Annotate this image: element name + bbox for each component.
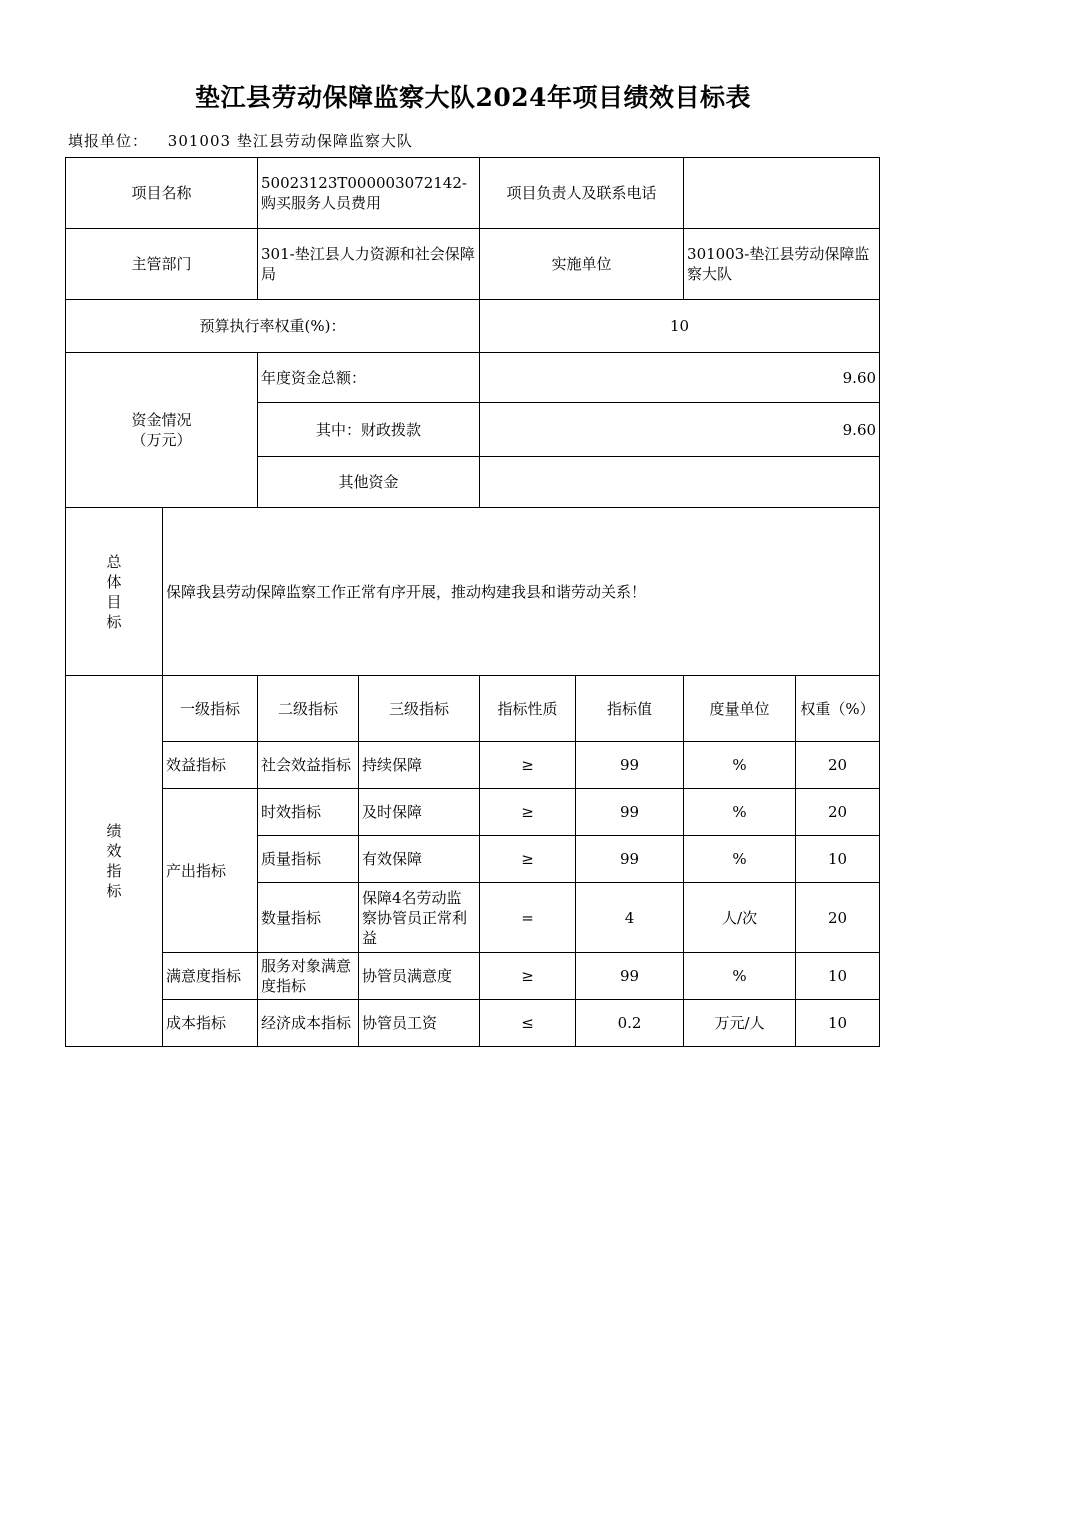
weight-cell: 20 xyxy=(796,789,880,836)
nature-cell: ≥ xyxy=(480,742,576,789)
unit-cell: % xyxy=(684,953,796,1000)
unit-cell: 万元/人 xyxy=(684,1000,796,1047)
header-level1: 一级指标 xyxy=(163,676,258,742)
header-unit: 度量单位 xyxy=(684,676,796,742)
level3-cell: 有效保障 xyxy=(359,836,480,883)
project-leader-value xyxy=(684,158,880,229)
performance-target-table xyxy=(65,157,880,1047)
table-row xyxy=(66,953,880,1000)
table-row xyxy=(66,1000,880,1047)
funds-label-line1: 资金情况 xyxy=(131,411,192,429)
weight-cell: 20 xyxy=(796,883,880,953)
header-weight: 权重（%） xyxy=(796,676,880,742)
overall-goal-char: 标 xyxy=(106,612,122,631)
unit-cell: 人/次 xyxy=(684,883,796,953)
weight-cell: 10 xyxy=(796,836,880,883)
unit-cell: % xyxy=(684,742,796,789)
header-value: 指标值 xyxy=(576,676,684,742)
project-name-label: 项目名称 xyxy=(66,158,258,229)
fill-unit-value: 301003 垫江县劳动保障监察大队 xyxy=(167,132,413,150)
funds-fiscal-label: 其中：财政拨款 xyxy=(258,403,480,457)
overall-goal-char: 总 xyxy=(106,552,122,571)
level3-cell: 协管员工资 xyxy=(359,1000,480,1047)
value-cell: 99 xyxy=(576,836,684,883)
performance-label-char: 标 xyxy=(106,882,122,900)
level3-cell: 持续保障 xyxy=(359,742,480,789)
fill-unit-label: 填报单位： xyxy=(68,132,149,150)
value-cell: 0.2 xyxy=(576,1000,684,1047)
level2-cell: 经济成本指标 xyxy=(258,1000,359,1047)
nature-cell: = xyxy=(480,883,576,953)
level2-cell: 数量指标 xyxy=(258,883,359,953)
funds-label xyxy=(66,353,258,508)
overall-goal-label xyxy=(66,508,163,676)
funds-fiscal-value: 9.60 xyxy=(480,403,880,457)
header-level3: 三级指标 xyxy=(359,676,480,742)
nature-cell: ≥ xyxy=(480,953,576,1000)
nature-cell: ≥ xyxy=(480,836,576,883)
table-row xyxy=(66,742,880,789)
nature-cell: ≥ xyxy=(480,789,576,836)
weight-cell: 20 xyxy=(796,742,880,789)
page-title: 垫江县劳动保障监察大队2024年项目绩效目标表 xyxy=(194,83,752,112)
budget-rate-value: 10 xyxy=(480,300,880,353)
level2-cell: 社会效益指标 xyxy=(258,742,359,789)
performance-label-char: 指 xyxy=(106,862,122,880)
supervising-dept-value: 301-垫江县人力资源和社会保障局 xyxy=(258,229,480,300)
value-cell: 99 xyxy=(576,742,684,789)
unit-cell: % xyxy=(684,789,796,836)
budget-rate-label: 预算执行率权重(%)： xyxy=(66,300,480,353)
funds-other-label: 其他资金 xyxy=(258,457,480,508)
implementing-unit-value: 301003-垫江县劳动保障监察大队 xyxy=(684,229,880,300)
overall-goal-char: 体 xyxy=(106,572,122,591)
weight-cell: 10 xyxy=(796,1000,880,1047)
group-output: 产出指标 xyxy=(163,789,258,953)
fill-unit-line xyxy=(68,130,413,151)
group-satisfaction: 满意度指标 xyxy=(163,953,258,1000)
nature-cell: ≤ xyxy=(480,1000,576,1047)
performance-label-char: 效 xyxy=(106,842,122,860)
level3-cell: 及时保障 xyxy=(359,789,480,836)
group-cost: 成本指标 xyxy=(163,1000,258,1047)
value-cell: 99 xyxy=(576,789,684,836)
table-row xyxy=(66,789,880,836)
funds-other-value xyxy=(480,457,880,508)
level2-cell: 服务对象满意度指标 xyxy=(258,953,359,1000)
unit-cell: % xyxy=(684,836,796,883)
level3-cell: 保障4名劳动监察协管员正常利益 xyxy=(359,883,480,953)
funds-label-line2: （万元） xyxy=(131,431,192,449)
performance-label xyxy=(66,676,163,1047)
overall-goal-char: 目 xyxy=(106,592,122,611)
header-level2: 二级指标 xyxy=(258,676,359,742)
level3-cell: 协管员满意度 xyxy=(359,953,480,1000)
header-nature: 指标性质 xyxy=(480,676,576,742)
overall-goal-text: 保障我县劳动保障监察工作正常有序开展，推动构建我县和谐劳动关系！ xyxy=(163,508,880,676)
funds-total-label: 年度资金总额： xyxy=(258,353,480,403)
performance-label-char: 绩 xyxy=(106,822,122,840)
project-name-value: 50023123T000003072142-购买服务人员费用 xyxy=(258,158,480,229)
level2-cell: 时效指标 xyxy=(258,789,359,836)
group-benefit: 效益指标 xyxy=(163,742,258,789)
value-cell: 99 xyxy=(576,953,684,1000)
supervising-dept-label: 主管部门 xyxy=(66,229,258,300)
funds-total-value: 9.60 xyxy=(480,353,880,403)
value-cell: 4 xyxy=(576,883,684,953)
weight-cell: 10 xyxy=(796,953,880,1000)
level2-cell: 质量指标 xyxy=(258,836,359,883)
project-leader-label: 项目负责人及联系电话 xyxy=(480,158,684,229)
implementing-unit-label: 实施单位 xyxy=(480,229,684,300)
